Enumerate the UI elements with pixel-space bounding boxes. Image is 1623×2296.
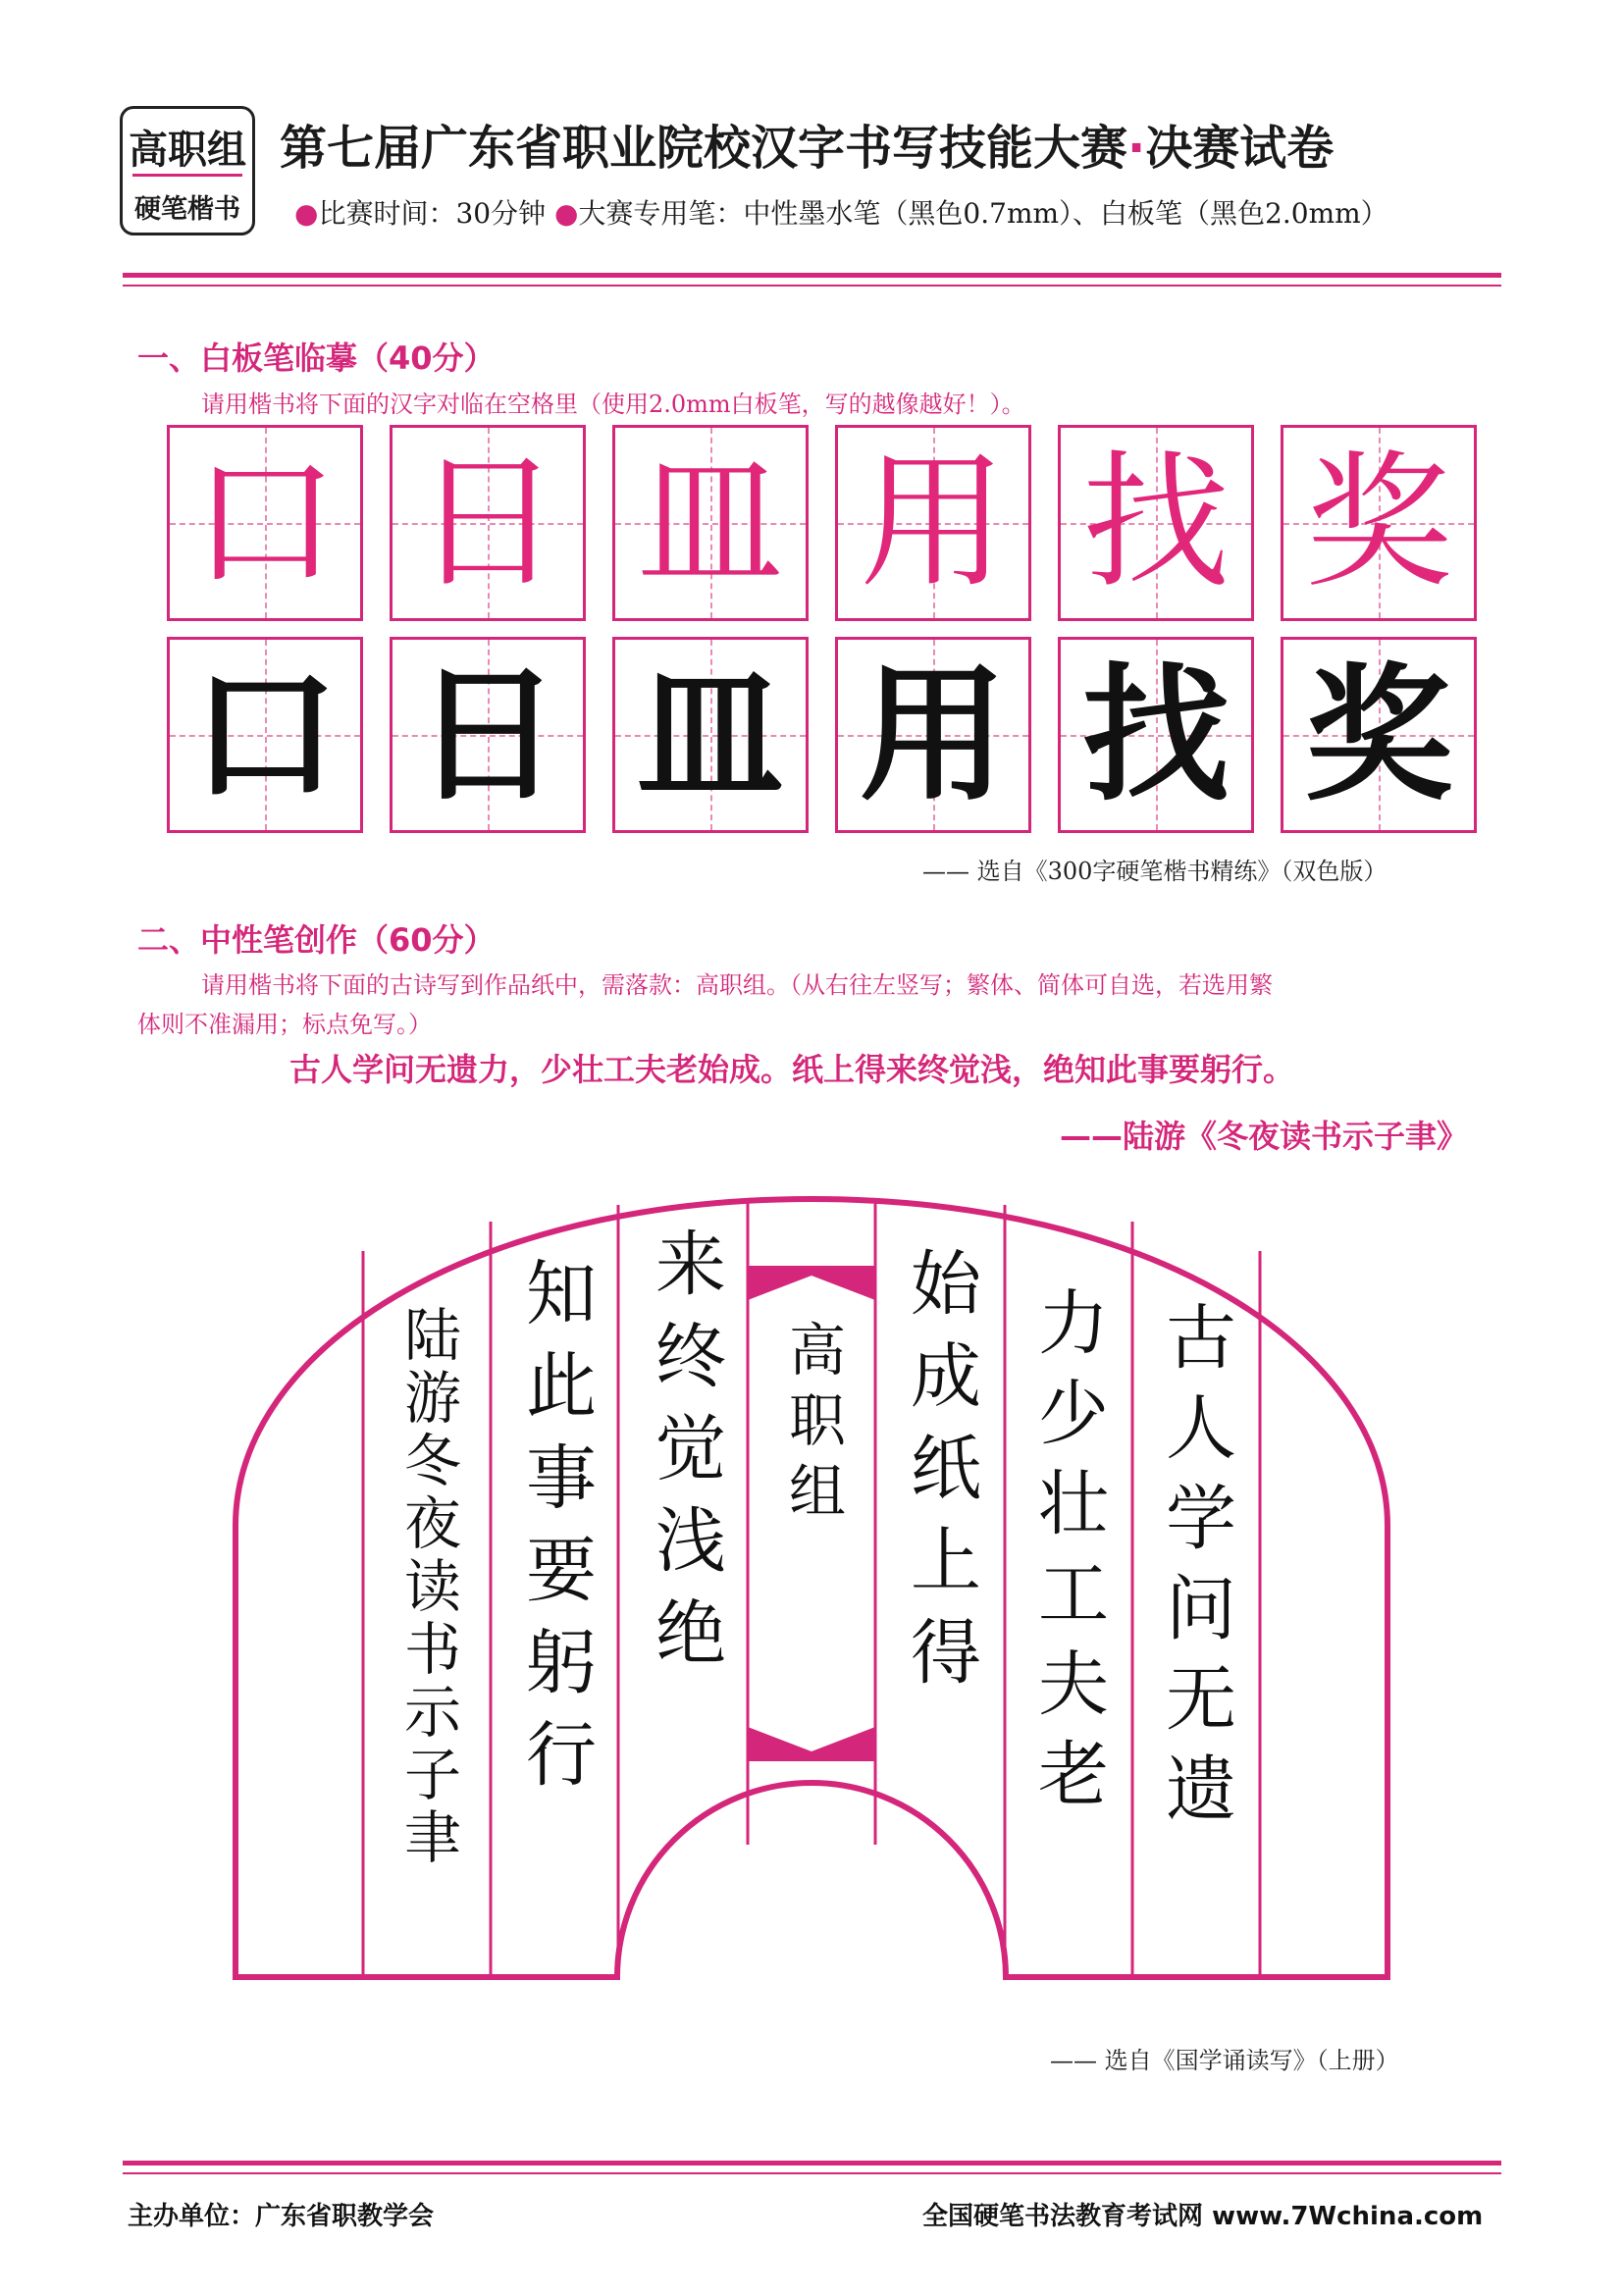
title-tail: 决赛试卷 <box>1145 121 1335 176</box>
char: 始成纸上得 <box>899 1246 981 1707</box>
model-char: 用 <box>859 438 1007 608</box>
title-main: 第七届广东省职业院校汉字书写技能大赛 <box>280 121 1128 176</box>
bullet-icon: ● <box>553 197 579 230</box>
section2-instruction-line1: 请用楷书将下面的古诗写到作品纸中，需落款：高职组。（从右往左竖写；繁体、简体可自选，若选用繁 <box>201 971 1273 999</box>
section1-heading: 一、白板笔临摹（40分） <box>137 339 496 377</box>
signature-column <box>765 1320 860 1532</box>
copied-char: 用 <box>859 649 1007 821</box>
website-link[interactable]: 全国硬笔书法教育考试网 www.7Wchina.com <box>922 2202 1484 2231</box>
model-char: 找 <box>1081 438 1230 608</box>
exam-time: 比赛时间：30分钟 <box>318 197 547 230</box>
copied-char: 找 <box>1081 649 1230 821</box>
model-char: 奖 <box>1304 438 1452 608</box>
poem-column-2 <box>1021 1285 1115 1827</box>
model-char: 口 <box>190 438 339 608</box>
poem-column-1 <box>1148 1300 1242 1842</box>
model-char: 皿 <box>636 438 784 608</box>
section1-instruction: 请用楷书将下面的汉字对临在空格里（使用2.0mm白板笔，写的越像越好！）。 <box>201 391 1025 418</box>
copied-char: 皿 <box>636 649 784 821</box>
poem-text: 古人学问无遗力，少壮工夫老始成。纸上得来终觉浅，绝知此事要躬行。 <box>289 1051 1295 1088</box>
poem-author: ——陆游《冬夜读书示子聿》 <box>1060 1118 1469 1155</box>
exam-pen: 大赛专用笔：中性墨水笔（黑色0.7mm）、白板笔（黑色2.0mm） <box>578 197 1388 230</box>
char: 高职组 <box>779 1320 846 1532</box>
badge-category-label: 硬笔楷书 <box>134 194 240 225</box>
char: 陆游冬夜读书示子聿 <box>394 1305 461 1870</box>
copied-char: 口 <box>190 649 339 821</box>
poem-column-6 <box>508 1256 602 1809</box>
title-dot: · <box>1127 121 1146 176</box>
copied-char: 奖 <box>1304 649 1452 821</box>
copied-char: 日 <box>413 649 561 821</box>
model-char: 日 <box>413 438 561 608</box>
char: 力少壮工夫老 <box>1026 1285 1109 1827</box>
char: 古人学问无遗 <box>1154 1300 1236 1842</box>
section2-source: —— 选自《国学诵读写》（上册） <box>1050 2047 1399 2074</box>
section2-heading: 二、中性笔创作（60分） <box>137 921 496 959</box>
title-column-top-band <box>748 1266 875 1300</box>
section1-source: —— 选自《300字硬笔楷书精练》（双色版） <box>922 858 1387 885</box>
title-column-bottom-band <box>748 1727 875 1761</box>
author-column <box>381 1305 475 1870</box>
poem-column-3 <box>893 1246 987 1707</box>
column-dividers <box>363 1199 1260 1977</box>
bullet-icon: ● <box>294 197 319 230</box>
section2-instruction-line2: 体则不准漏用；标点免写。） <box>137 1011 432 1038</box>
char: 来终觉浅绝 <box>644 1226 726 1688</box>
poem-column-5 <box>638 1226 732 1688</box>
footer-divider <box>123 2161 1501 2166</box>
organizer: 主办单位：广东省职教学会 <box>128 2202 435 2231</box>
footer-divider-thin <box>123 2172 1501 2174</box>
char: 知此事要躬行 <box>514 1256 597 1809</box>
badge-group-label: 高职组 <box>129 128 246 173</box>
